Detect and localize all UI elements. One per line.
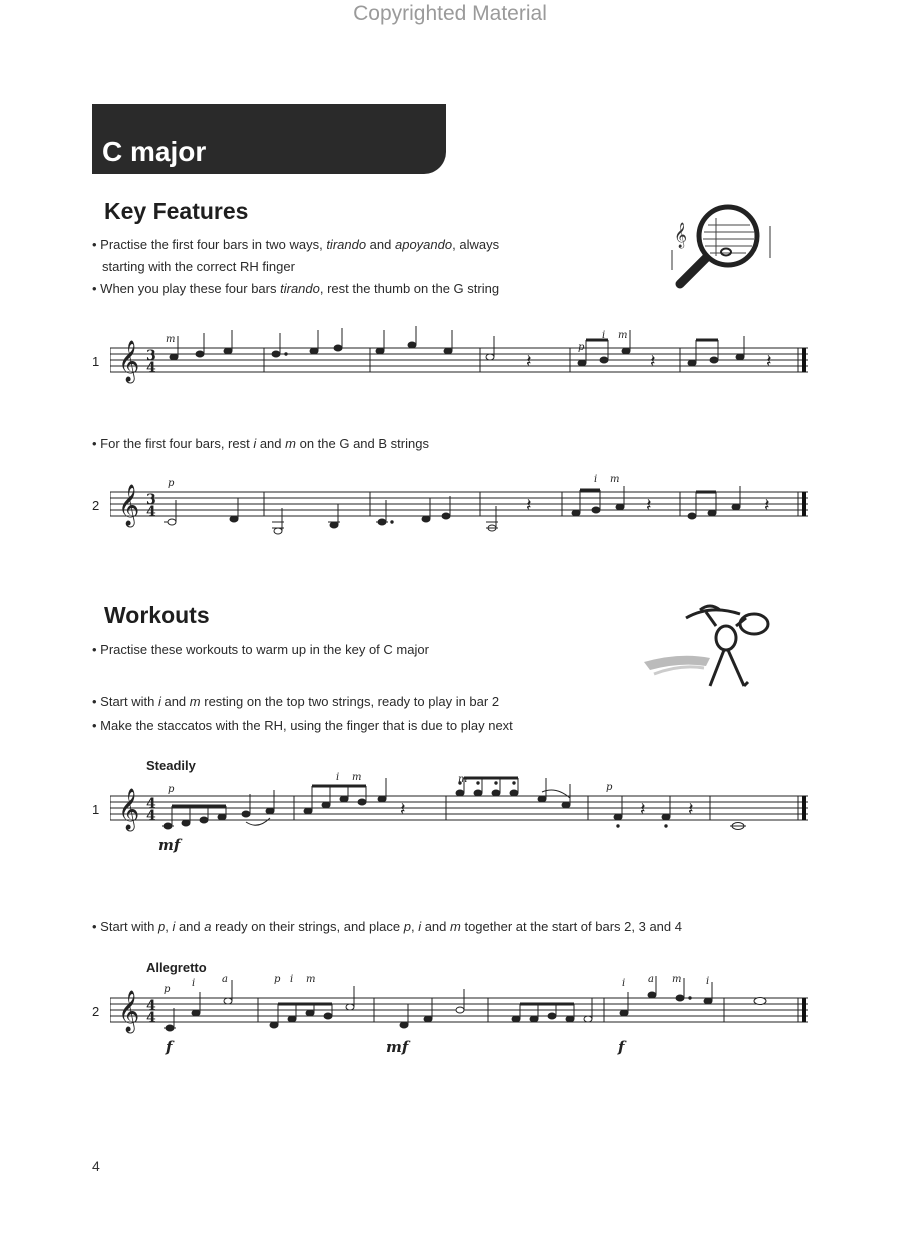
workouts-ex1-staff — [110, 772, 810, 868]
svg-text:m: m — [458, 774, 468, 785]
workouts-ex2-staff — [110, 974, 810, 1070]
key-features-bullets — [92, 234, 652, 300]
svg-text:m: m — [618, 330, 628, 341]
svg-text:4: 4 — [146, 1010, 156, 1026]
svg-text:𝄞: 𝄞 — [118, 485, 140, 526]
svg-text:p: p — [606, 782, 613, 793]
svg-text:i: i — [192, 978, 196, 989]
bullet-2: • When you play these four bars tirando, rest the thumb on the G string — [92, 281, 500, 296]
svg-text:i: i — [594, 474, 598, 485]
svg-text:4: 4 — [146, 998, 156, 1014]
dynamic-mf-2: mf — [386, 1038, 409, 1056]
svg-text:i: i — [622, 978, 626, 989]
title-banner — [92, 104, 446, 174]
kf-ex2-staff — [110, 464, 810, 544]
time-sig-bottom: 4 — [146, 360, 156, 376]
workouts-bullet-1: • Practise these workouts to warm up in the key of C major — [92, 642, 429, 657]
workouts-bullet-3: • Make the staccatos with the RH, using the finger that is due to play next — [92, 718, 513, 733]
bullet-1: • Practise the first four bars in two ways, tirando and apoyando, always — [92, 237, 500, 252]
svg-text:p: p — [274, 974, 281, 985]
workouts-ex1-number: 1 — [92, 802, 100, 817]
svg-text:i: i — [290, 974, 294, 985]
key-features-heading: Key Features — [104, 198, 249, 224]
svg-text:m: m — [672, 974, 682, 985]
svg-text:𝄽: 𝄽 — [400, 799, 406, 820]
svg-text:p: p — [168, 784, 175, 795]
workouts-ex1-tempo: Steadily — [146, 758, 196, 773]
svg-text:𝄽: 𝄽 — [650, 351, 656, 372]
svg-text:p: p — [578, 342, 585, 353]
workouts-ex2-tempo: Allegretto — [146, 960, 207, 975]
svg-text:3: 3 — [146, 492, 156, 508]
workouts-bullet-4: • Start with p, i and a ready on their strings, and place p, i and m together at the start of bars 2, 3 and 4 — [92, 919, 682, 934]
dynamic-mf: mf — [158, 836, 181, 854]
svg-text:𝄽: 𝄽 — [766, 351, 772, 372]
page-title: C major — [102, 136, 207, 167]
kf-ex2-number: 2 — [92, 498, 100, 513]
workouts-ex2-number: 2 — [92, 1004, 100, 1019]
svg-text:i: i — [706, 976, 710, 987]
svg-text:p: p — [164, 984, 171, 995]
svg-text:m: m — [166, 334, 176, 345]
watermark: Copyrighted Material — [353, 2, 547, 25]
workouts-heading: Workouts — [104, 602, 210, 628]
kf-ex1-number: 1 — [92, 354, 100, 369]
svg-text:a: a — [648, 974, 654, 985]
bullet-1-cont: starting with the correct RH finger — [102, 259, 295, 274]
svg-text:m: m — [610, 474, 620, 485]
magnifier-icon — [668, 196, 774, 292]
kf-ex1-staff — [110, 320, 810, 400]
svg-text:4: 4 — [146, 808, 156, 824]
kf-bullet-3: • For the first four bars, rest i and m on the G and B strings — [92, 436, 429, 451]
dynamic-f-2: f — [618, 1038, 625, 1056]
svg-text:a: a — [222, 974, 228, 985]
svg-text:𝄞: 𝄞 — [674, 223, 688, 248]
svg-text:𝄞: 𝄞 — [118, 789, 140, 830]
svg-text:𝄽: 𝄽 — [764, 495, 770, 516]
time-sig-top: 3 — [146, 348, 156, 364]
svg-text:i: i — [336, 772, 340, 783]
svg-text:4: 4 — [146, 504, 156, 520]
runner-icon — [640, 602, 780, 692]
svg-text:𝄞: 𝄞 — [118, 341, 140, 382]
dynamic-f-1: f — [166, 1038, 173, 1056]
workouts-bullet-2: • Start with i and m resting on the top two strings, ready to play in bar 2 — [92, 694, 500, 709]
svg-text:m: m — [352, 772, 362, 783]
svg-text:𝄽: 𝄽 — [526, 351, 532, 372]
svg-text:𝄽: 𝄽 — [646, 495, 652, 516]
svg-text:𝄽: 𝄽 — [688, 799, 694, 820]
svg-text:4: 4 — [146, 796, 156, 812]
svg-text:m: m — [306, 974, 316, 985]
svg-text:𝄽: 𝄽 — [640, 799, 646, 820]
workouts-bullets — [92, 691, 792, 737]
svg-text:𝄽: 𝄽 — [526, 495, 532, 516]
page-number: 4 — [92, 1158, 100, 1174]
svg-text:𝄞: 𝄞 — [118, 991, 140, 1032]
svg-text:i: i — [602, 330, 606, 341]
svg-text:p: p — [168, 478, 175, 489]
